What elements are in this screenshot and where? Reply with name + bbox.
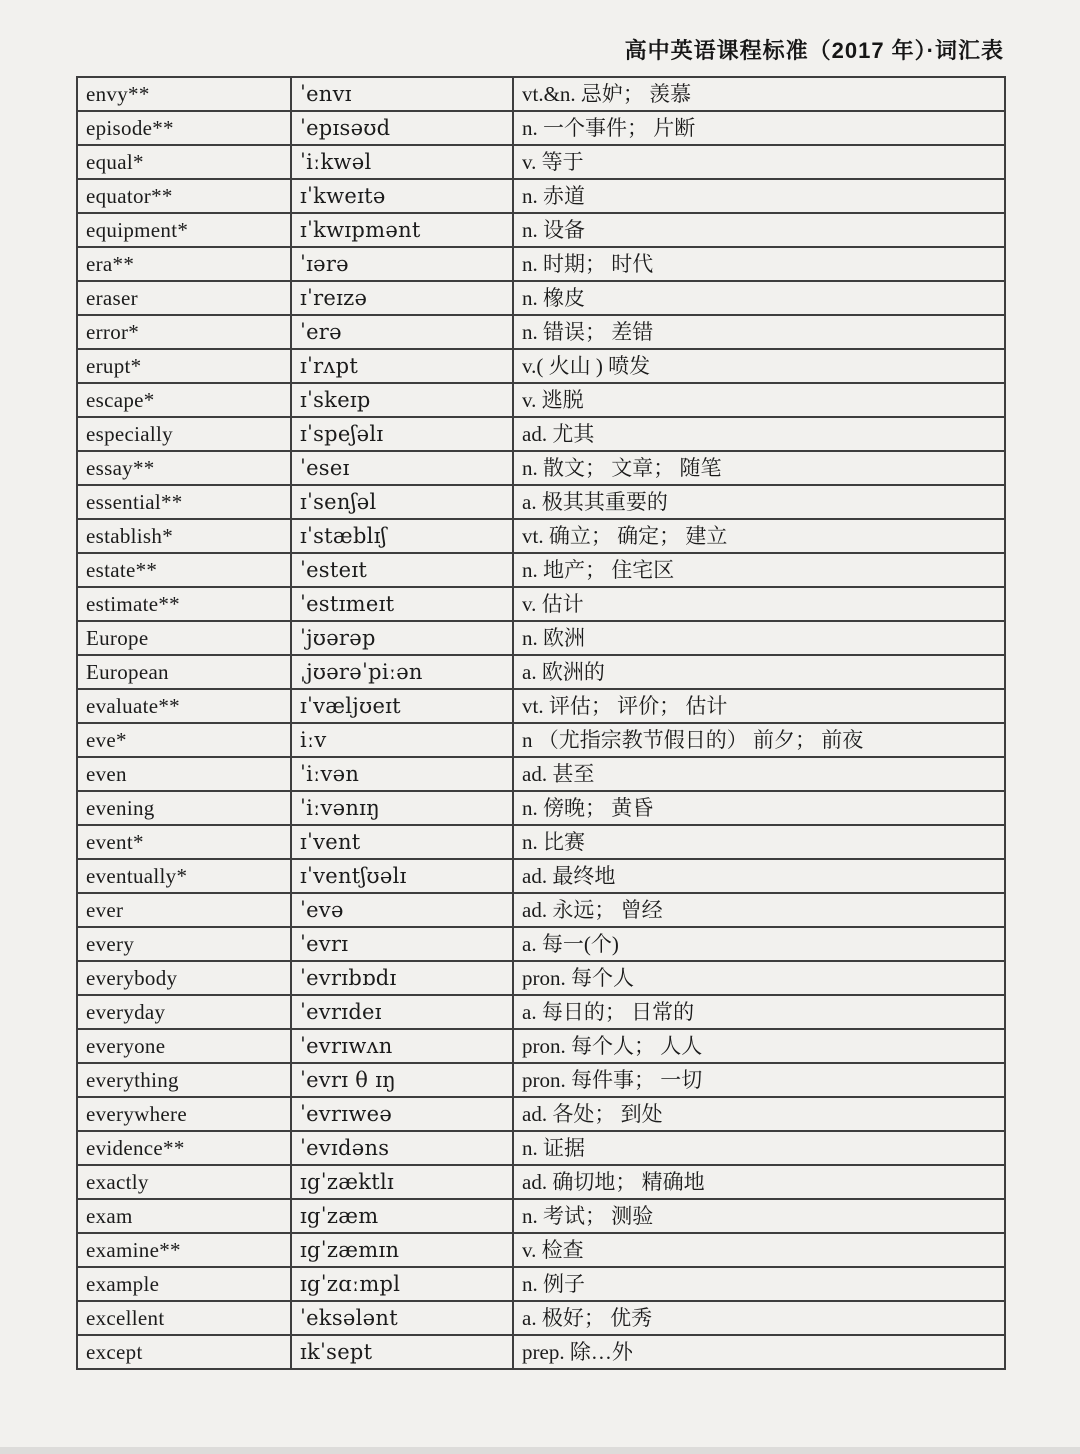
word-cell: even xyxy=(77,757,291,791)
meaning-cell: v. 等于 xyxy=(513,145,1005,179)
meaning-cell: n. 地产； 住宅区 xyxy=(513,553,1005,587)
ipa-cell: ɪgˈzæm xyxy=(291,1199,513,1233)
meaning-cell: a. 欧洲的 xyxy=(513,655,1005,689)
ipa-cell: ˈiːkwəl xyxy=(291,145,513,179)
meaning-cell: vt.&n. 忌妒； 羡慕 xyxy=(513,77,1005,111)
word-cell: estimate** xyxy=(77,587,291,621)
word-cell: envy** xyxy=(77,77,291,111)
table-row xyxy=(77,1267,1005,1301)
ipa-cell: ˈjʊərəp xyxy=(291,621,513,655)
ipa-cell: ˈenvɪ xyxy=(291,77,513,111)
word-cell: exam xyxy=(77,1199,291,1233)
meaning-cell: ad. 最终地 xyxy=(513,859,1005,893)
word-cell: equipment* xyxy=(77,213,291,247)
ipa-cell: ɪˈreɪzə xyxy=(291,281,513,315)
meaning-cell: vt. 评估； 评价； 估计 xyxy=(513,689,1005,723)
word-cell: establish* xyxy=(77,519,291,553)
meaning-cell: ad. 甚至 xyxy=(513,757,1005,791)
ipa-cell: ɪkˈsept xyxy=(291,1335,513,1369)
table-row xyxy=(77,723,1005,757)
ipa-cell: ˈevrɪweə xyxy=(291,1097,513,1131)
table-row xyxy=(77,995,1005,1029)
meaning-cell: pron. 每个人 xyxy=(513,961,1005,995)
word-cell: eve* xyxy=(77,723,291,757)
table-row xyxy=(77,1233,1005,1267)
ipa-cell: ˈevrɪdeɪ xyxy=(291,995,513,1029)
table-row xyxy=(77,111,1005,145)
ipa-cell: ɪgˈzæktlɪ xyxy=(291,1165,513,1199)
table-row xyxy=(77,383,1005,417)
table-row xyxy=(77,1165,1005,1199)
word-cell: everyone xyxy=(77,1029,291,1063)
table-row xyxy=(77,519,1005,553)
table-row xyxy=(77,825,1005,859)
word-cell: evidence** xyxy=(77,1131,291,1165)
meaning-cell: n. 散文； 文章； 随笔 xyxy=(513,451,1005,485)
word-cell: everywhere xyxy=(77,1097,291,1131)
word-cell: escape* xyxy=(77,383,291,417)
meaning-cell: pron. 每个人； 人人 xyxy=(513,1029,1005,1063)
vocab-table xyxy=(76,76,1006,1370)
word-cell: essay** xyxy=(77,451,291,485)
table-row xyxy=(77,927,1005,961)
table-row xyxy=(77,349,1005,383)
table-row xyxy=(77,791,1005,825)
ipa-cell: ɪˈspeʃəlɪ xyxy=(291,417,513,451)
ipa-cell: ˈiːvən xyxy=(291,757,513,791)
ipa-cell: ɪˈsenʃəl xyxy=(291,485,513,519)
word-cell: essential** xyxy=(77,485,291,519)
page-bottom-edge xyxy=(0,1447,1080,1454)
ipa-cell: ɪˈvent xyxy=(291,825,513,859)
table-row xyxy=(77,655,1005,689)
table-row xyxy=(77,1063,1005,1097)
table-row xyxy=(77,485,1005,519)
word-cell: examine** xyxy=(77,1233,291,1267)
ipa-cell: ɪˈventʃʊəlɪ xyxy=(291,859,513,893)
word-cell: example xyxy=(77,1267,291,1301)
ipa-cell: ˌjʊərəˈpiːən xyxy=(291,655,513,689)
meaning-cell: a. 极好； 优秀 xyxy=(513,1301,1005,1335)
table-row xyxy=(77,1301,1005,1335)
meaning-cell: v. 逃脱 xyxy=(513,383,1005,417)
meaning-cell: ad. 各处； 到处 xyxy=(513,1097,1005,1131)
word-cell: European xyxy=(77,655,291,689)
meaning-cell: n. 比赛 xyxy=(513,825,1005,859)
word-cell: except xyxy=(77,1335,291,1369)
ipa-cell: ɪˈvæljʊeɪt xyxy=(291,689,513,723)
meaning-cell: v. 检查 xyxy=(513,1233,1005,1267)
ipa-cell: ɪgˈzæmɪn xyxy=(291,1233,513,1267)
ipa-cell: ˈɪərə xyxy=(291,247,513,281)
table-row xyxy=(77,689,1005,723)
meaning-cell: pron. 每件事； 一切 xyxy=(513,1063,1005,1097)
vocab-table-body xyxy=(77,77,1005,1369)
word-cell: everybody xyxy=(77,961,291,995)
table-row xyxy=(77,587,1005,621)
word-cell: ever xyxy=(77,893,291,927)
word-cell: eventually* xyxy=(77,859,291,893)
ipa-cell: ɪgˈzɑːmpl xyxy=(291,1267,513,1301)
meaning-cell: n. 赤道 xyxy=(513,179,1005,213)
word-cell: excellent xyxy=(77,1301,291,1335)
ipa-cell: ˈevrɪwʌn xyxy=(291,1029,513,1063)
ipa-cell: ˈevrɪbɒdɪ xyxy=(291,961,513,995)
meaning-cell: ad. 尤其 xyxy=(513,417,1005,451)
meaning-cell: n. 证据 xyxy=(513,1131,1005,1165)
table-row xyxy=(77,315,1005,349)
meaning-cell: ad. 永远； 曾经 xyxy=(513,893,1005,927)
meaning-cell: v.( 火山 ) 喷发 xyxy=(513,349,1005,383)
table-row xyxy=(77,621,1005,655)
ipa-cell: ˈepɪsəʊd xyxy=(291,111,513,145)
meaning-cell: v. 估计 xyxy=(513,587,1005,621)
ipa-cell: iːv xyxy=(291,723,513,757)
word-cell: everything xyxy=(77,1063,291,1097)
ipa-cell: ˈestɪmeɪt xyxy=(291,587,513,621)
table-row xyxy=(77,213,1005,247)
word-cell: era** xyxy=(77,247,291,281)
word-cell: estate** xyxy=(77,553,291,587)
ipa-cell: ˈevrɪ θ ɪŋ xyxy=(291,1063,513,1097)
table-row xyxy=(77,179,1005,213)
ipa-cell: ˈevrɪ xyxy=(291,927,513,961)
word-cell: equal* xyxy=(77,145,291,179)
table-row xyxy=(77,451,1005,485)
word-cell: especially xyxy=(77,417,291,451)
meaning-cell: n. 例子 xyxy=(513,1267,1005,1301)
table-row xyxy=(77,1335,1005,1369)
ipa-cell: ˈeseɪ xyxy=(291,451,513,485)
word-cell: evening xyxy=(77,791,291,825)
meaning-cell: n. 时期； 时代 xyxy=(513,247,1005,281)
word-cell: equator** xyxy=(77,179,291,213)
meaning-cell: a. 每日的； 日常的 xyxy=(513,995,1005,1029)
word-cell: episode** xyxy=(77,111,291,145)
ipa-cell: ˈiːvənɪŋ xyxy=(291,791,513,825)
ipa-cell: ɪˈstæblɪʃ xyxy=(291,519,513,553)
table-row xyxy=(77,77,1005,111)
word-cell: Europe xyxy=(77,621,291,655)
meaning-cell: n. 傍晚； 黄昏 xyxy=(513,791,1005,825)
ipa-cell: ɪˈkwɪpmənt xyxy=(291,213,513,247)
table-row xyxy=(77,1131,1005,1165)
table-row xyxy=(77,553,1005,587)
word-cell: error* xyxy=(77,315,291,349)
meaning-cell: n. 欧洲 xyxy=(513,621,1005,655)
word-cell: exactly xyxy=(77,1165,291,1199)
ipa-cell: ˈerə xyxy=(291,315,513,349)
table-row xyxy=(77,417,1005,451)
word-cell: every xyxy=(77,927,291,961)
meaning-cell: vt. 确立； 确定； 建立 xyxy=(513,519,1005,553)
ipa-cell: ˈevə xyxy=(291,893,513,927)
meaning-cell: n. 错误； 差错 xyxy=(513,315,1005,349)
table-row xyxy=(77,859,1005,893)
meaning-cell: n. 橡皮 xyxy=(513,281,1005,315)
ipa-cell: ˈevɪdəns xyxy=(291,1131,513,1165)
table-row xyxy=(77,961,1005,995)
meaning-cell: n. 一个事件； 片断 xyxy=(513,111,1005,145)
table-row xyxy=(77,757,1005,791)
word-cell: event* xyxy=(77,825,291,859)
ipa-cell: ˈeksələnt xyxy=(291,1301,513,1335)
meaning-cell: n. 设备 xyxy=(513,213,1005,247)
table-row xyxy=(77,1029,1005,1063)
table-row xyxy=(77,247,1005,281)
table-row xyxy=(77,1199,1005,1233)
ipa-cell: ɪˈskeɪp xyxy=(291,383,513,417)
ipa-cell: ˈesteɪt xyxy=(291,553,513,587)
word-cell: evaluate** xyxy=(77,689,291,723)
ipa-cell: ɪˈrʌpt xyxy=(291,349,513,383)
meaning-cell: n. 考试； 测验 xyxy=(513,1199,1005,1233)
word-cell: everyday xyxy=(77,995,291,1029)
meaning-cell: a. 每一(个) xyxy=(513,927,1005,961)
table-row xyxy=(77,1097,1005,1131)
page-title: 高中英语课程标准（2017 年）·词汇表 xyxy=(624,38,1004,63)
table-row xyxy=(77,893,1005,927)
ipa-cell: ɪˈkweɪtə xyxy=(291,179,513,213)
meaning-cell: prep. 除…外 xyxy=(513,1335,1005,1369)
meaning-cell: n （尤指宗教节假日的） 前夕； 前夜 xyxy=(513,723,1005,757)
table-row xyxy=(77,281,1005,315)
word-cell: erupt* xyxy=(77,349,291,383)
word-cell: eraser xyxy=(77,281,291,315)
meaning-cell: ad. 确切地； 精确地 xyxy=(513,1165,1005,1199)
table-row xyxy=(77,145,1005,179)
meaning-cell: a. 极其其重要的 xyxy=(513,485,1005,519)
